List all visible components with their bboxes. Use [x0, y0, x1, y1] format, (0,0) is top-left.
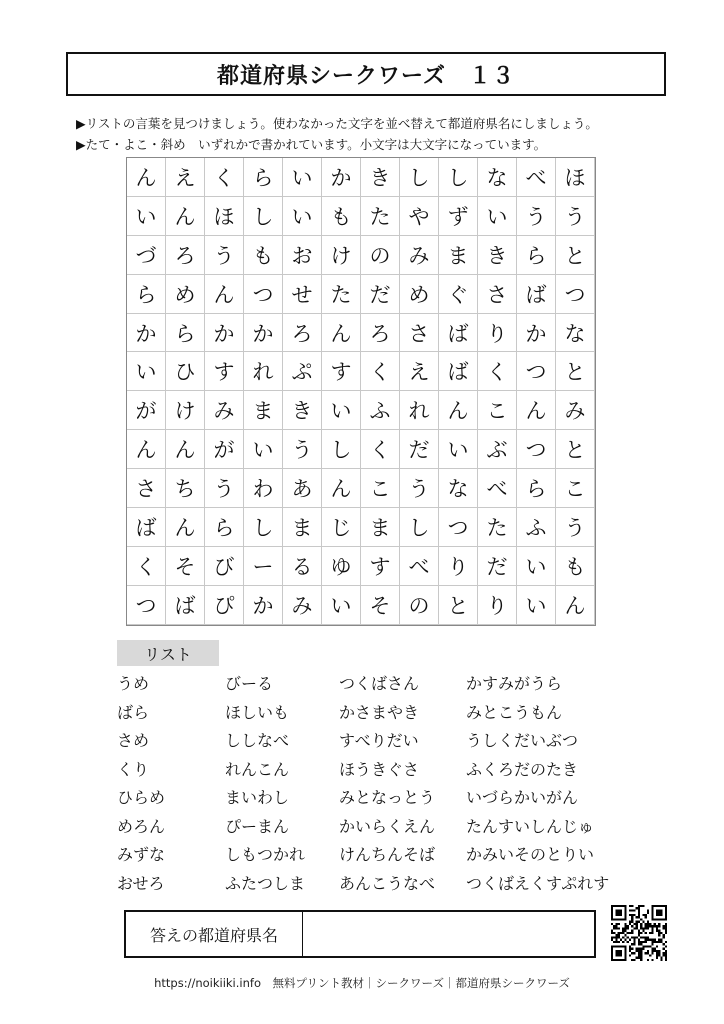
list-word: ひらめ — [117, 788, 166, 807]
grid-cell: ら — [517, 469, 556, 508]
grid-cell: ら — [244, 158, 283, 197]
grid-cell: い — [322, 586, 361, 625]
grid-cell: い — [439, 430, 478, 469]
grid-cell: ん — [166, 197, 205, 236]
list-word: ほうきぐさ — [339, 759, 420, 779]
list-word: かすみがうら — [466, 674, 563, 693]
grid-cell: が — [127, 391, 166, 430]
grid-cell: と — [556, 430, 595, 469]
grid-cell: ん — [439, 391, 478, 430]
grid-cell: し — [244, 197, 283, 236]
grid-cell: き — [361, 158, 400, 197]
grid-cell: ん — [556, 586, 595, 625]
grid-cell: か — [244, 314, 283, 353]
grid-cell: ほ — [556, 158, 595, 197]
grid-cell: な — [556, 314, 595, 353]
grid-cell: ま — [439, 236, 478, 275]
word-list-column-3 — [339, 670, 435, 898]
grid-cell: ん — [322, 314, 361, 353]
grid-cell: ら — [127, 275, 166, 314]
grid-cell: か — [322, 158, 361, 197]
list-word: ばら — [117, 702, 150, 722]
list-word: ほしいも — [225, 702, 290, 722]
grid-cell: い — [127, 352, 166, 391]
grid-cell: ん — [322, 469, 361, 508]
grid-cell: ま — [283, 508, 322, 547]
list-label: リスト — [117, 640, 219, 666]
grid-cell: し — [400, 158, 439, 197]
instruction-line-2: ▶たて・よこ・斜め いずれかで書かれています。小文字は大文字になっています。 — [76, 137, 547, 152]
grid-cell: い — [517, 586, 556, 625]
grid-cell: ほ — [205, 197, 244, 236]
grid-cell: さ — [400, 314, 439, 353]
list-word: くり — [117, 759, 150, 779]
list-word: みとなっとう — [339, 788, 436, 807]
grid-cell: ろ — [283, 314, 322, 353]
grid-cell: ば — [439, 352, 478, 391]
grid-cell: じ — [322, 508, 361, 547]
grid-cell: く — [478, 352, 517, 391]
grid-cell: だ — [400, 430, 439, 469]
grid-cell: れ — [400, 391, 439, 430]
grid-cell: く — [127, 547, 166, 586]
grid-cell: う — [205, 236, 244, 275]
grid-cell: ろ — [166, 236, 205, 275]
word-list-column-4 — [466, 670, 609, 898]
grid-cell: い — [283, 158, 322, 197]
grid-cell: し — [244, 508, 283, 547]
grid-cell: く — [205, 158, 244, 197]
list-word: たんすいしんじゅ — [466, 816, 595, 836]
grid-cell: ら — [166, 314, 205, 353]
grid-cell: ん — [127, 158, 166, 197]
grid-cell: め — [166, 275, 205, 314]
grid-cell: さ — [127, 469, 166, 508]
list-word: つくばえくすぷれす — [466, 873, 610, 893]
grid-cell: と — [556, 236, 595, 275]
grid-cell: せ — [283, 275, 322, 314]
grid-cell: く — [361, 352, 400, 391]
grid-cell: ら — [205, 508, 244, 547]
answer-box — [124, 910, 596, 958]
list-word: ふたつしま — [225, 873, 306, 893]
grid-cell: い — [478, 197, 517, 236]
grid-cell: る — [283, 547, 322, 586]
grid-cell: き — [478, 236, 517, 275]
grid-cell: し — [400, 508, 439, 547]
grid-cell: び — [205, 547, 244, 586]
grid-cell: ら — [517, 236, 556, 275]
grid-cell: た — [361, 197, 400, 236]
grid-cell: の — [361, 236, 400, 275]
list-word: おせろ — [117, 873, 165, 893]
grid-cell: え — [166, 158, 205, 197]
grid-cell: う — [283, 430, 322, 469]
grid-cell: も — [556, 547, 595, 586]
grid-cell: く — [361, 430, 400, 469]
grid-cell: す — [322, 352, 361, 391]
grid-cell: ん — [517, 391, 556, 430]
grid-cell: な — [478, 158, 517, 197]
list-word: あんこうなべ — [339, 873, 436, 893]
grid-cell: ず — [439, 197, 478, 236]
grid-cell: す — [205, 352, 244, 391]
list-word: すべりだい — [339, 731, 419, 750]
grid-cell: ば — [127, 508, 166, 547]
word-list-column-2 — [225, 670, 305, 898]
grid-cell: り — [439, 547, 478, 586]
grid-cell: り — [478, 314, 517, 353]
grid-cell: い — [244, 430, 283, 469]
list-word: つくばさん — [339, 674, 420, 693]
grid-cell: つ — [439, 508, 478, 547]
grid-cell: つ — [244, 275, 283, 314]
list-word: ししなべ — [225, 731, 290, 750]
list-word: れんこん — [225, 759, 290, 779]
grid-cell: い — [283, 197, 322, 236]
list-word: かさまやき — [339, 702, 420, 722]
grid-cell: べ — [478, 469, 517, 508]
grid-cell: た — [322, 275, 361, 314]
grid-cell: ふ — [517, 508, 556, 547]
grid-cell: も — [244, 236, 283, 275]
grid-cell: き — [283, 391, 322, 430]
list-word: みとこうもん — [466, 702, 563, 722]
grid-cell: の — [400, 586, 439, 625]
grid-cell: づ — [127, 236, 166, 275]
grid-cell: だ — [478, 547, 517, 586]
grid-cell: だ — [361, 275, 400, 314]
grid-cell: み — [400, 236, 439, 275]
grid-cell: お — [283, 236, 322, 275]
grid-cell: い — [517, 547, 556, 586]
grid-cell: れ — [244, 352, 283, 391]
page-title: 都道府県シークワーズ １３ — [66, 52, 666, 96]
grid-cell: ば — [517, 275, 556, 314]
grid-cell: う — [556, 197, 595, 236]
grid-cell: ば — [439, 314, 478, 353]
grid-cell: う — [205, 469, 244, 508]
grid-cell: つ — [556, 275, 595, 314]
grid-cell: け — [322, 236, 361, 275]
grid-cell: ぐ — [439, 275, 478, 314]
word-list-column-1 — [117, 670, 165, 898]
word-search-grid — [126, 157, 596, 626]
list-word: まいわし — [225, 788, 290, 807]
grid-cell: か — [205, 314, 244, 353]
grid-cell: と — [556, 352, 595, 391]
grid-cell: が — [205, 430, 244, 469]
grid-cell: わ — [244, 469, 283, 508]
grid-cell: べ — [400, 547, 439, 586]
grid-cell: や — [400, 197, 439, 236]
grid-cell: ま — [361, 508, 400, 547]
qr-code-icon — [611, 905, 667, 961]
grid-cell: う — [517, 197, 556, 236]
grid-cell: ん — [166, 430, 205, 469]
grid-cell: み — [556, 391, 595, 430]
grid-cell: つ — [517, 430, 556, 469]
grid-cell: も — [322, 197, 361, 236]
grid-cell: ば — [166, 586, 205, 625]
list-word: めろん — [117, 816, 166, 836]
answer-label: 答えの都道府県名 — [126, 912, 303, 956]
grid-cell: う — [556, 508, 595, 547]
grid-cell: ん — [205, 275, 244, 314]
grid-cell: そ — [361, 586, 400, 625]
grid-cell: ぶ — [478, 430, 517, 469]
grid-cell: ん — [127, 430, 166, 469]
grid-cell: ろ — [361, 314, 400, 353]
grid-cell: し — [439, 158, 478, 197]
grid-cell: か — [517, 314, 556, 353]
grid-cell: た — [478, 508, 517, 547]
grid-cell: こ — [478, 391, 517, 430]
grid-cell: さ — [478, 275, 517, 314]
grid-cell: ぴ — [205, 586, 244, 625]
grid-cell: と — [439, 586, 478, 625]
grid-cell: い — [322, 391, 361, 430]
list-word: みずな — [117, 845, 166, 864]
grid-cell: え — [400, 352, 439, 391]
grid-cell: ん — [166, 508, 205, 547]
list-word: ふくろだのたき — [466, 759, 579, 779]
list-word: かみいそのとりい — [466, 845, 595, 864]
grid-cell: つ — [127, 586, 166, 625]
grid-cell: し — [322, 430, 361, 469]
list-word: さめ — [117, 731, 150, 750]
grid-cell: か — [244, 586, 283, 625]
grid-cell: め — [400, 275, 439, 314]
list-word: いづらかいがん — [466, 788, 579, 807]
grid-cell: み — [205, 391, 244, 430]
grid-cell: ふ — [361, 391, 400, 430]
grid-cell: こ — [556, 469, 595, 508]
grid-cell: う — [400, 469, 439, 508]
list-word: うめ — [117, 674, 150, 693]
grid-cell: つ — [517, 352, 556, 391]
list-word: かいらくえん — [339, 816, 436, 836]
grid-cell: ま — [244, 391, 283, 430]
list-word: うしくだいぶつ — [466, 731, 579, 750]
grid-cell: い — [127, 197, 166, 236]
grid-cell: ひ — [166, 352, 205, 391]
answer-field[interactable] — [303, 912, 594, 956]
list-word: しもつかれ — [225, 845, 306, 864]
grid-cell: す — [361, 547, 400, 586]
grid-cell: ぷ — [283, 352, 322, 391]
grid-cell: そ — [166, 547, 205, 586]
grid-cell: ゆ — [322, 547, 361, 586]
list-word: けんちんそば — [339, 845, 436, 864]
grid-cell: こ — [361, 469, 400, 508]
list-word: ぴーまん — [225, 816, 290, 836]
grid-cell: み — [283, 586, 322, 625]
list-word: びーる — [225, 674, 274, 693]
grid-cell: け — [166, 391, 205, 430]
footer-text: https://noikiiki.info 無料プリント教材｜シークワーズ｜都道府県シークワーズ — [154, 976, 570, 990]
instruction-line-1: ▶リストの言葉を見つけましょう。使わなかった文字を並べ替えて都道府県名にしましょう。 — [76, 116, 598, 131]
grid-cell: あ — [283, 469, 322, 508]
grid-cell: べ — [517, 158, 556, 197]
grid-cell: り — [478, 586, 517, 625]
grid-cell: か — [127, 314, 166, 353]
grid-cell: ー — [244, 547, 283, 586]
grid-cell: ち — [166, 469, 205, 508]
grid-cell: な — [439, 469, 478, 508]
